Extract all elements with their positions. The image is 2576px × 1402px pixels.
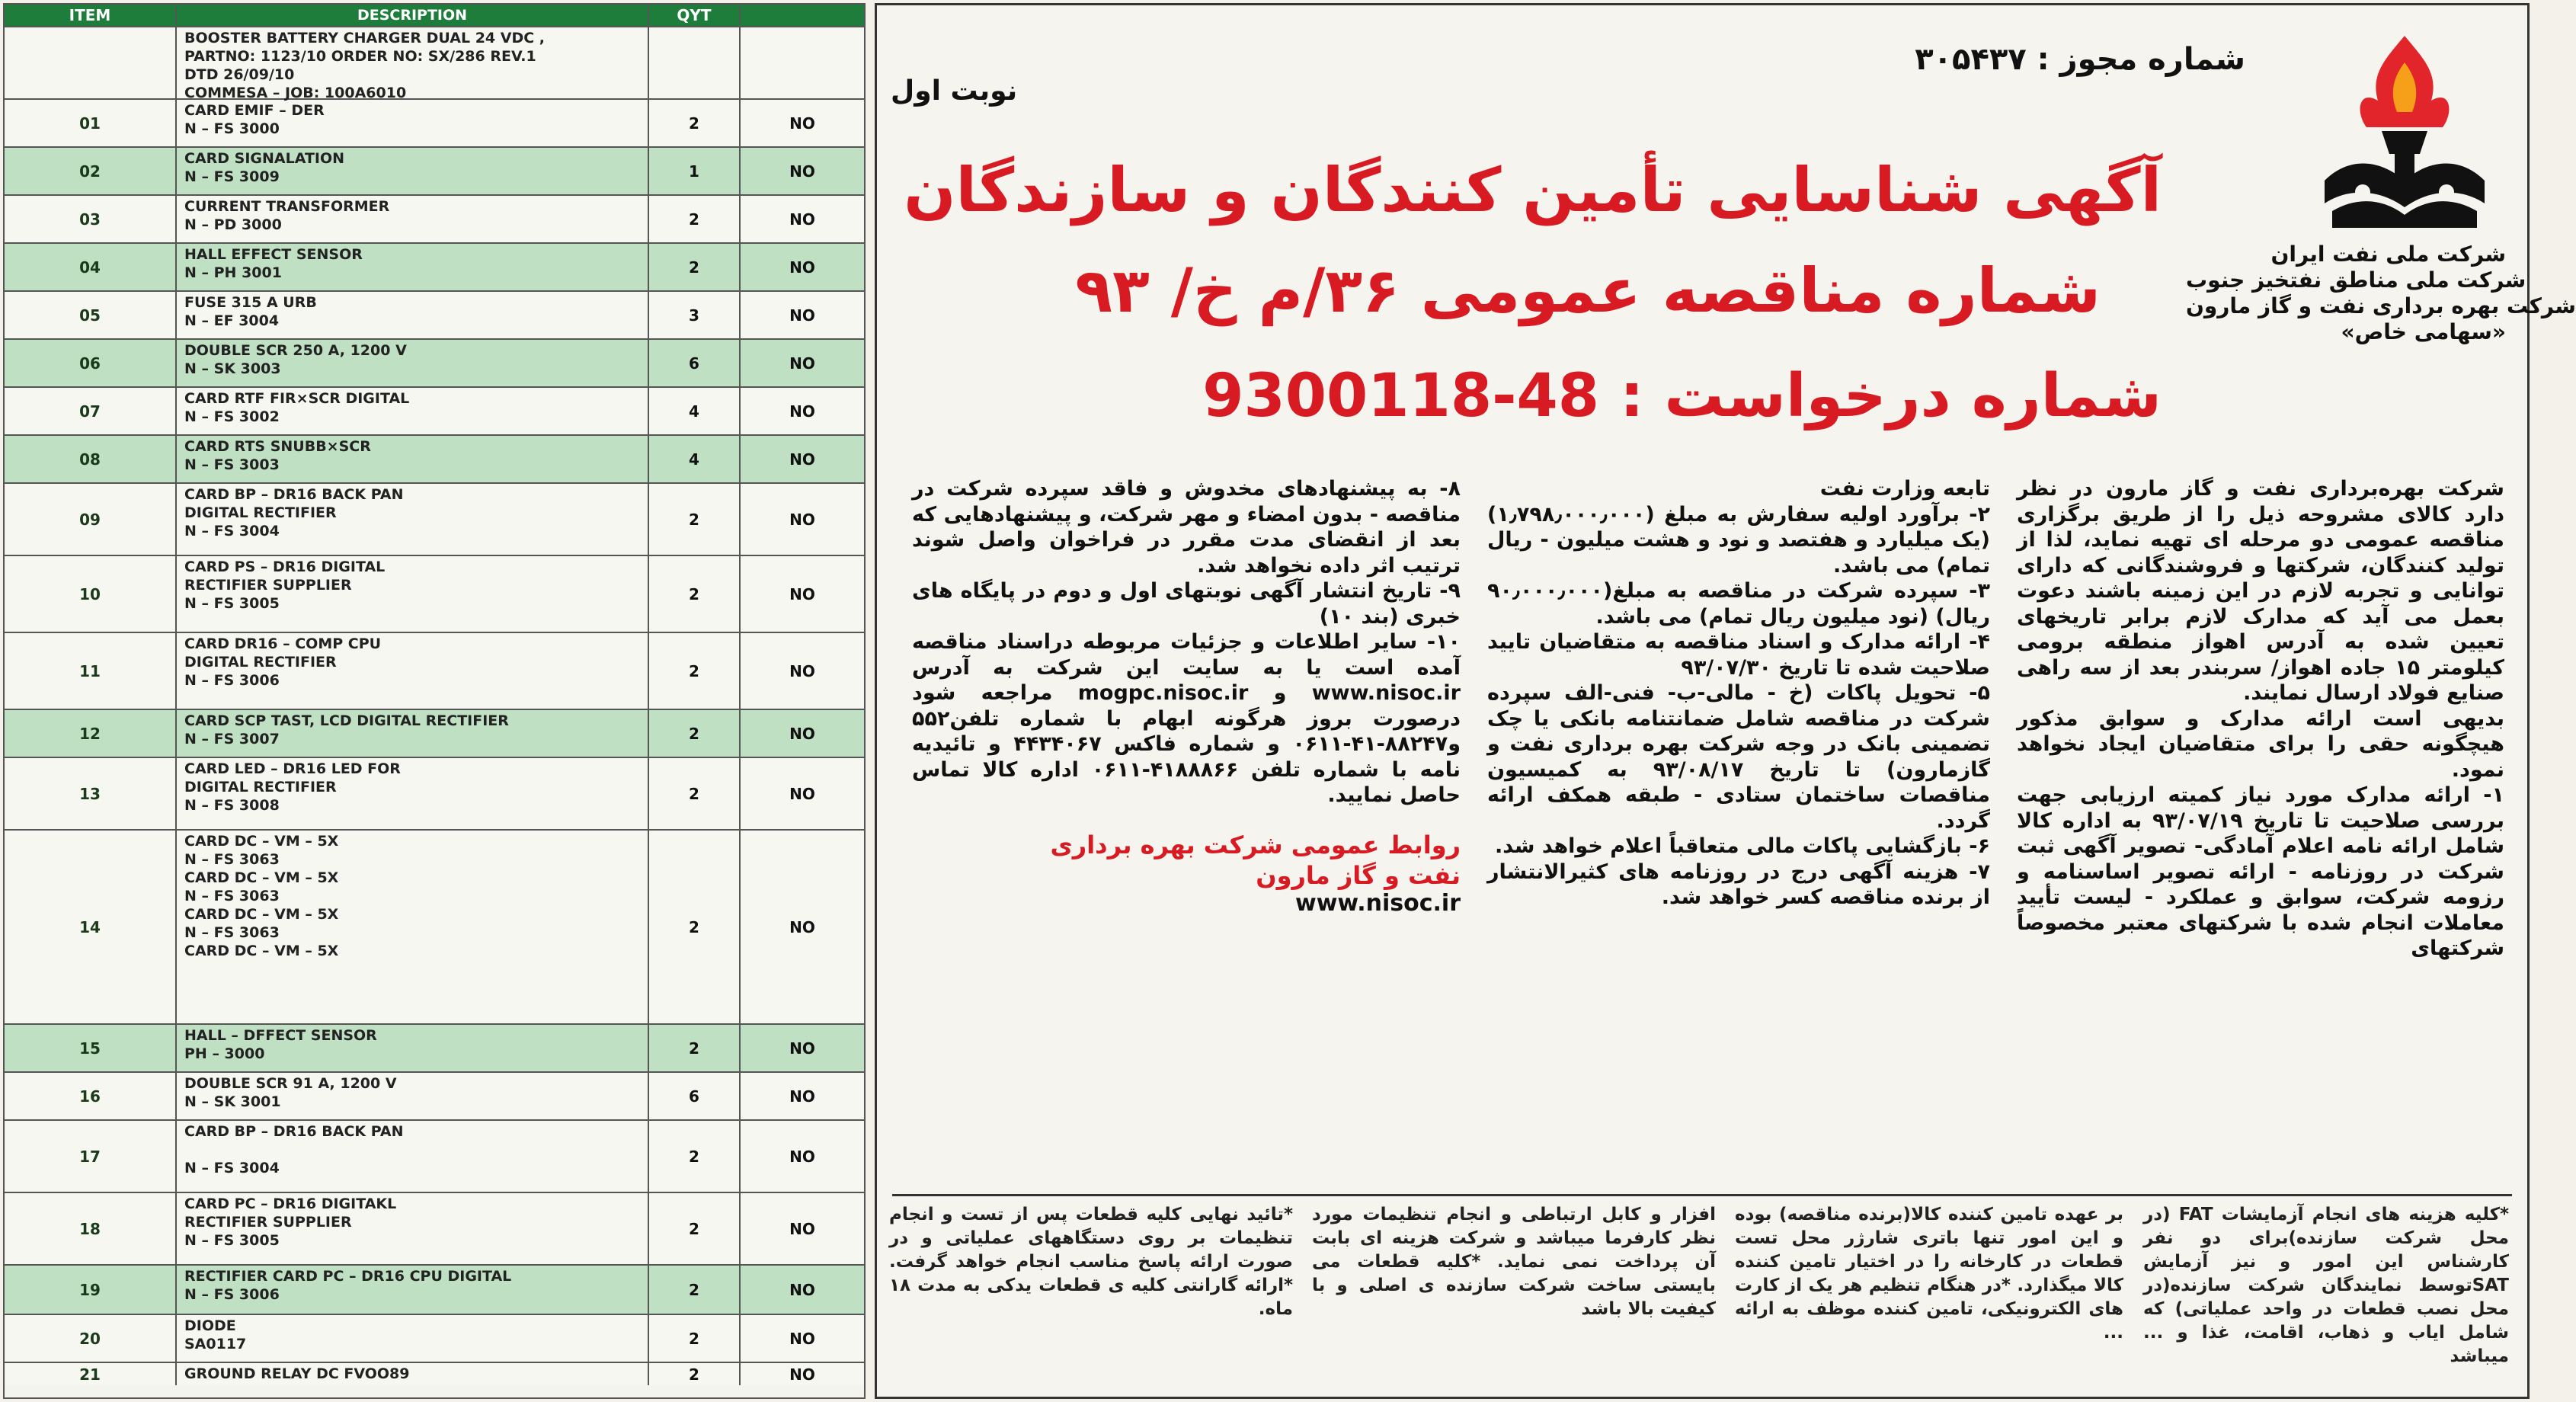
item-qty: 2 bbox=[649, 1193, 741, 1264]
item-description bbox=[177, 1193, 649, 1264]
item-number: 02 bbox=[5, 148, 177, 194]
item-unit: NO bbox=[789, 162, 815, 181]
item-number: 15 bbox=[5, 1025, 177, 1071]
item-number: 04 bbox=[5, 244, 177, 290]
item-unit: NO bbox=[789, 114, 815, 133]
table-row bbox=[5, 1264, 864, 1314]
item-number: 10 bbox=[5, 556, 177, 632]
item-number: 21 bbox=[5, 1363, 177, 1385]
description-line: COMMESA – JOB: 100A6010 bbox=[184, 85, 407, 101]
table-row bbox=[5, 26, 864, 101]
round-label: نوبت اول bbox=[891, 75, 1018, 107]
description-line: CARD DR16 – COMP CPU bbox=[184, 635, 382, 652]
description-line: N – SK 3003 bbox=[184, 360, 281, 377]
item-qty: 2 bbox=[649, 710, 741, 757]
description-line: DIGITAL RECTIFIER bbox=[184, 779, 337, 795]
paragraph: ۵- تحویل پاکات (خ - مالی-ب- فنی-الف سپرده شرکت در مناقصه شامل ضمانتنامه بانکی یا چک تضمینی بانک در وجه شرکت بهره برداری نفت و گازمارون) تا تاریخ ۹۳/۰۸/۱۷ به کمیسیون مناقصات ساختمان ستادی - طبقه همکف ارائه گردد. bbox=[1487, 681, 1990, 833]
description-line: CURRENT TRANSFORMER bbox=[184, 198, 390, 215]
item-qty: 2 bbox=[649, 831, 741, 1023]
footer-divider bbox=[892, 1194, 2512, 1196]
item-unit: NO bbox=[789, 354, 815, 373]
item-unit: NO bbox=[789, 210, 815, 229]
permit-number: شماره مجوز : ۳۰۵۴۳۷ bbox=[1915, 42, 2245, 77]
paragraph: ۱۰- سایر اطلاعات و جزئیات مربوطه دراسناد مناقصه آمده است یا به سایت این شرکت به آدرس www.nisoc.ir و mogpc.nisoc.ir مراجعه شود درصورت بروز هرگونه ابهام با شماره تلفن۵۵۲ و۸۸۲۴۷-۴۱-۰۶۱۱ و شماره فاکس ۴۴۳۴۰۶۷ و تائیدیه نامه با شماره تلفن ۴۱۸۸۸۶۶-۰۶۱۱ اداره کالا تماس حاصل نمایید. bbox=[912, 630, 1461, 807]
item-qty: 2 bbox=[649, 1025, 741, 1071]
item-description bbox=[177, 1363, 649, 1385]
item-number: 14 bbox=[5, 831, 177, 1023]
item-number: 06 bbox=[5, 340, 177, 386]
table-row bbox=[5, 632, 864, 709]
item-description bbox=[177, 633, 649, 709]
description-line: N – FS 3006 bbox=[184, 672, 280, 689]
item-qty bbox=[649, 27, 741, 98]
description-line: CARD PS – DR16 DIGITAL bbox=[184, 559, 386, 575]
item-qty: 2 bbox=[649, 1315, 741, 1362]
item-qty: 4 bbox=[649, 436, 741, 482]
description-line bbox=[184, 1141, 640, 1159]
item-qty: 2 bbox=[649, 196, 741, 242]
table-header bbox=[5, 5, 864, 26]
description-line: CARD BP – DR16 BACK PAN bbox=[184, 1123, 404, 1140]
item-description bbox=[177, 148, 649, 194]
item-description bbox=[177, 27, 649, 101]
item-description bbox=[177, 1121, 649, 1192]
description-line: N – FS 3003 bbox=[184, 456, 280, 473]
item-description bbox=[177, 196, 649, 242]
header-qty: QYT bbox=[649, 6, 741, 24]
description-line: N – FS 3005 bbox=[184, 595, 280, 612]
table-row bbox=[5, 1362, 864, 1385]
item-description bbox=[177, 1073, 649, 1119]
footer-note: *کلیه هزینه های انجام آزمایشات FAT (در محل شرکت سازنده)برای دو نفر کارشناس این امور و نیز آزمایش SATتوسط نمایندگان شرکت سازنده(در محل نصب قطعات در واحد عملیاتی) که شامل ایاب و ذهاب، اقامت، غذا و ... میباشد bbox=[2143, 1205, 2509, 1366]
description-line: N – SK 3001 bbox=[184, 1093, 281, 1110]
description-line: N – FS 3006 bbox=[184, 1286, 280, 1303]
paragraph: بدیهی است ارائه مدارک و سوابق مذکور هیچگونه حقی را برای متقاضیان ایجاد نخواهد نمود. bbox=[2017, 706, 2504, 782]
description-line: N – FS 3063 bbox=[184, 851, 280, 868]
table-row bbox=[5, 290, 864, 338]
item-description bbox=[177, 292, 649, 338]
item-qty: 1 bbox=[649, 148, 741, 194]
description-line: PARTNO: 1123/10 ORDER NO: SX/286 REV.1 bbox=[184, 48, 536, 65]
table-row bbox=[5, 146, 864, 194]
paragraph: ۶- بازگشایی پاکات مالی متعاقباً اعلام خواهد شد. bbox=[1495, 834, 1990, 858]
item-unit: NO bbox=[789, 1147, 815, 1166]
headline-tender-number: شماره مناقصه عمومی ۳۶/م خ/ ۹۳ bbox=[1075, 255, 2101, 326]
item-number: 01 bbox=[5, 100, 177, 146]
item-qty: 2 bbox=[649, 1266, 741, 1314]
item-description bbox=[177, 1315, 649, 1362]
item-description bbox=[177, 244, 649, 290]
table-row bbox=[5, 194, 864, 242]
paragraph: ۷- هزینه آگهی درج در روزنامه های کثیرالانتشار از برنده مناقصه کسر خواهد شد. bbox=[1487, 859, 1990, 909]
item-number: 16 bbox=[5, 1073, 177, 1119]
item-unit: NO bbox=[789, 510, 815, 529]
item-unit: NO bbox=[789, 1039, 815, 1058]
item-unit: NO bbox=[789, 584, 815, 603]
paragraph: تابعه وزارت نفت bbox=[1819, 477, 1990, 501]
item-unit bbox=[741, 27, 864, 98]
headline-request-number: شماره درخواست : 48-9300118 bbox=[1202, 362, 2162, 431]
paragraph: ۴- ارائه مدارک و اسناد مناقصه به متقاضیان تایید صلاحیت شده تا تاریخ ۹۳/۰۷/۳۰ bbox=[1487, 630, 1990, 680]
description-line: N – FS 3009 bbox=[184, 168, 280, 185]
table-row bbox=[5, 98, 864, 146]
description-line: CARD DC – VM – 5X bbox=[184, 906, 339, 923]
table-row bbox=[5, 1314, 864, 1362]
description-line: N – FS 3004 bbox=[184, 1160, 280, 1176]
item-qty: 2 bbox=[649, 1363, 741, 1385]
item-unit: NO bbox=[789, 661, 815, 680]
item-unit: NO bbox=[789, 1219, 815, 1238]
item-description bbox=[177, 831, 649, 1023]
description-line: CARD DC – VM – 5X bbox=[184, 943, 339, 959]
item-unit: NO bbox=[789, 450, 815, 469]
item-qty: 2 bbox=[649, 484, 741, 555]
paragraph: شرکت بهره‌برداری نفت و گاز مارون در نظر دارد کالای مشروحه ذیل را از طریق برگزاری مناقصه عمومی دو مرحله ای تهیه نماید، لذا از تولید کنندگان، شرکتها و فروشندگانی که دارای توانایی و تجربه لازم در این زمینه باشند دعوت بعمل می آید که مدارک لازم برابر تاریخهای تعیین شده به آدرس اهواز منطقه برومی کیلومتر ۱۵ جاده اهواز/ سربندر بعد از سه راهی صنایع فولاد ارسال نمایند. bbox=[2017, 477, 2504, 705]
description-line: N – FS 3063 bbox=[184, 924, 280, 941]
footer-note: *تائید نهایی کلیه قطعات پس از تست و انجام تنظیمات بر روی دستگاههای عملیاتی و در صورت ارائه پاسخ مناسب انجام خواهد گرفت. *ارائه گارانتی کلیه ی قطعات یدکی به مدت ۱۸ ماه. bbox=[889, 1205, 1293, 1319]
description-line: GROUND RELAY DC FVOO89 bbox=[184, 1365, 410, 1382]
description-line: DOUBLE SCR 91 A, 1200 V bbox=[184, 1075, 397, 1092]
notice-column-right bbox=[2017, 476, 2504, 1185]
item-number: 19 bbox=[5, 1266, 177, 1314]
description-line: CARD LED – DR16 LED FOR bbox=[184, 760, 401, 777]
item-description bbox=[177, 388, 649, 434]
paragraph: ۲- برآورد اولیه سفارش به مبلغ (۱٫۷۹۸٫۰۰۰٫۰۰۰) (یک میلیارد و هفتصد و نود و هشت میلیون - ریال تمام) می باشد. bbox=[1487, 502, 1990, 578]
item-number: 08 bbox=[5, 436, 177, 482]
description-line: CARD RTF FIR×SCR DIGITAL bbox=[184, 390, 410, 407]
item-number: 05 bbox=[5, 292, 177, 338]
item-unit: NO bbox=[789, 724, 815, 743]
table-row bbox=[5, 386, 864, 434]
paragraph: ۹- تاریخ انتشار آگهی نوبتهای اول و دوم در پایگاه های خبری (بند ۱۰) bbox=[912, 579, 1461, 629]
description-line: HALL EFFECT SENSOR bbox=[184, 246, 363, 263]
table-row bbox=[5, 757, 864, 829]
item-qty: 3 bbox=[649, 292, 741, 338]
item-qty: 4 bbox=[649, 388, 741, 434]
item-description bbox=[177, 758, 649, 829]
item-number: 12 bbox=[5, 710, 177, 757]
table-body bbox=[5, 26, 864, 1385]
item-number: 13 bbox=[5, 758, 177, 829]
paragraph: ۸- به پیشنهادهای مخدوش و فاقد سپرده شرکت در مناقصه - بدون امضاء و مهر شرکت، و پیشنهادهایی که بعد از انقضای مدت مقرر در فراخوان واصل شوند ترتیب اثر داده نخواهد شد. bbox=[912, 477, 1461, 578]
description-line: RECTIFIER CARD PC – DR16 CPU DIGITAL bbox=[184, 1268, 512, 1285]
tender-notice bbox=[875, 3, 2576, 1399]
description-line: DTD 26/09/10 bbox=[184, 66, 295, 83]
item-unit: NO bbox=[789, 917, 815, 936]
table-row bbox=[5, 709, 864, 757]
nioc-logo-icon bbox=[2309, 28, 2500, 238]
item-qty: 2 bbox=[649, 556, 741, 632]
item-qty: 2 bbox=[649, 100, 741, 146]
item-unit: NO bbox=[789, 402, 815, 421]
item-unit: NO bbox=[789, 1087, 815, 1106]
headline-title: آگهی شناسایی تأمین کنندگان و سازندگان bbox=[904, 155, 2162, 226]
company-block bbox=[2186, 242, 2576, 345]
description-line: HALL – DFFECT SENSOR bbox=[184, 1027, 377, 1044]
description-line: PH – 3000 bbox=[184, 1045, 265, 1062]
table-row bbox=[5, 434, 864, 482]
item-description bbox=[177, 710, 649, 757]
table-row bbox=[5, 338, 864, 386]
description-line: CARD RTS SNUBB×SCR bbox=[184, 438, 371, 455]
table-row bbox=[5, 1071, 864, 1119]
items-table bbox=[3, 3, 866, 1399]
description-line: SA0117 bbox=[184, 1336, 247, 1352]
header-item: ITEM bbox=[5, 6, 177, 24]
description-line: DIGITAL RECTIFIER bbox=[184, 654, 337, 671]
item-unit: NO bbox=[789, 1329, 815, 1348]
item-description bbox=[177, 1266, 649, 1314]
item-description bbox=[177, 1025, 649, 1071]
item-number: 17 bbox=[5, 1121, 177, 1192]
paragraph: ۳- سپرده شرکت در مناقصه به مبلغ(۹۰٫۰۰۰٫۰۰۰ ریال) (نود میلیون ریال تمام) می باشد. bbox=[1487, 579, 1990, 629]
footer-note: بر عهده تامین کننده کالا(برنده مناقصه) بوده و این امور تنها باتری شارژر محل تست قطعات در کارخانه را در اختیار تامین کننده کالا میگذارد. *در هنگام تنظیم هر یک از کارت های الکترونیکی، تامین کننده موظف به ارائه ... bbox=[1735, 1205, 2123, 1343]
footer-note: افزار و کابل ارتباطی و انجام تنظیمات مورد نظر کارفرما میباشد و شرکت هزینه ای بابت آن پرداخت نمی نماید. *کلیه قطعات می بایستی ساخت شرکت سازنده ی اصلی و با کیفیت بالا باشد bbox=[1312, 1205, 1716, 1319]
table-row bbox=[5, 829, 864, 1023]
table-row bbox=[5, 482, 864, 555]
signature-line: روابط عمومی شرکت بهره برداری bbox=[1050, 830, 1461, 859]
item-description bbox=[177, 436, 649, 482]
notice-column-left bbox=[912, 476, 1461, 1185]
description-line: DIGITAL RECTIFIER bbox=[184, 504, 337, 521]
description-line: CARD BP – DR16 BACK PAN bbox=[184, 486, 404, 503]
table-row bbox=[5, 555, 864, 632]
item-description bbox=[177, 340, 649, 386]
item-unit: NO bbox=[789, 258, 815, 277]
item-number: 20 bbox=[5, 1315, 177, 1362]
description-line: DOUBLE SCR 250 A, 1200 V bbox=[184, 342, 407, 359]
item-qty: 2 bbox=[649, 633, 741, 709]
description-line: N – FS 3004 bbox=[184, 523, 280, 539]
header-description: DESCRIPTION bbox=[177, 5, 649, 26]
item-number: 07 bbox=[5, 388, 177, 434]
company-line: شرکت ملی نفت ایران bbox=[2270, 242, 2506, 267]
description-line: N – PD 3000 bbox=[184, 216, 282, 233]
description-line: N – EF 3004 bbox=[184, 312, 280, 329]
description-line: CARD EMIF – DER bbox=[184, 102, 325, 119]
description-line: CARD DC – VM – 5X bbox=[184, 869, 339, 886]
description-line: N – FS 3002 bbox=[184, 408, 280, 425]
description-line: N – PH 3001 bbox=[184, 264, 282, 281]
description-line: DIODE bbox=[184, 1317, 236, 1334]
table-row bbox=[5, 242, 864, 290]
item-unit: NO bbox=[789, 306, 815, 325]
table-row bbox=[5, 1192, 864, 1264]
description-line: RECTIFIER SUPPLIER bbox=[184, 1214, 352, 1231]
item-description bbox=[177, 556, 649, 632]
paragraph: ۱- ارائه مدارک مورد نیاز کمیته ارزیابی جهت بررسی صلاحیت تا تاریخ ۹۳/۰۷/۱۹ به اداره کالا شامل ارائه نامه اعلام آمادگی- تصویر آگهی ثبت شرکت در روزنامه - ارائه تصویر اساسنامه و رزومه شرکت، سوابق و عملکرد - لیست تأیید معاملات انجام شده با شرکتهای معتبر مخصوصاً شرکتهای bbox=[2017, 783, 2504, 960]
description-line: N – FS 3008 bbox=[184, 797, 280, 814]
item-number: 11 bbox=[5, 633, 177, 709]
company-line: شرکت بهره برداری نفت و گاز مارون bbox=[2186, 293, 2576, 318]
item-qty: 2 bbox=[649, 758, 741, 829]
table-row bbox=[5, 1119, 864, 1192]
item-qty: 6 bbox=[649, 340, 741, 386]
description-line: BOOSTER BATTERY CHARGER DUAL 24 VDC , bbox=[184, 30, 546, 46]
description-line: N – FS 3063 bbox=[184, 888, 280, 904]
item-number: 18 bbox=[5, 1193, 177, 1264]
description-line: CARD SIGNALATION bbox=[184, 150, 345, 167]
item-description bbox=[177, 100, 649, 146]
website-link[interactable]: www.nisoc.ir bbox=[1295, 889, 1461, 917]
description-line: RECTIFIER SUPPLIER bbox=[184, 577, 352, 594]
item-unit: NO bbox=[789, 1280, 815, 1299]
item-number: 03 bbox=[5, 196, 177, 242]
description-line: CARD SCP TAST, LCD DIGITAL RECTIFIER bbox=[184, 712, 509, 729]
item-unit: NO bbox=[789, 1365, 815, 1384]
notice-column-middle bbox=[1487, 476, 1990, 1185]
company-line: «سهامی خاص» bbox=[2341, 319, 2506, 344]
item-number: 09 bbox=[5, 484, 177, 555]
description-line: N – FS 3007 bbox=[184, 731, 280, 747]
item-qty: 6 bbox=[649, 1073, 741, 1119]
table-row bbox=[5, 1023, 864, 1071]
description-line: CARD PC – DR16 DIGITAKL bbox=[184, 1196, 397, 1212]
item-qty: 2 bbox=[649, 244, 741, 290]
description-line: N – FS 3005 bbox=[184, 1232, 280, 1249]
signature-line: نفت و گاز مارون bbox=[1256, 860, 1461, 890]
item-description bbox=[177, 484, 649, 555]
item-number bbox=[5, 27, 177, 98]
company-line: شرکت ملی مناطق نفتخیز جنوب bbox=[2186, 267, 2526, 293]
description-line: FUSE 315 A URB bbox=[184, 294, 317, 311]
description-line: N – FS 3000 bbox=[184, 120, 280, 137]
item-unit: NO bbox=[789, 784, 815, 803]
item-qty: 2 bbox=[649, 1121, 741, 1192]
description-line: CARD DC – VM – 5X bbox=[184, 833, 339, 850]
